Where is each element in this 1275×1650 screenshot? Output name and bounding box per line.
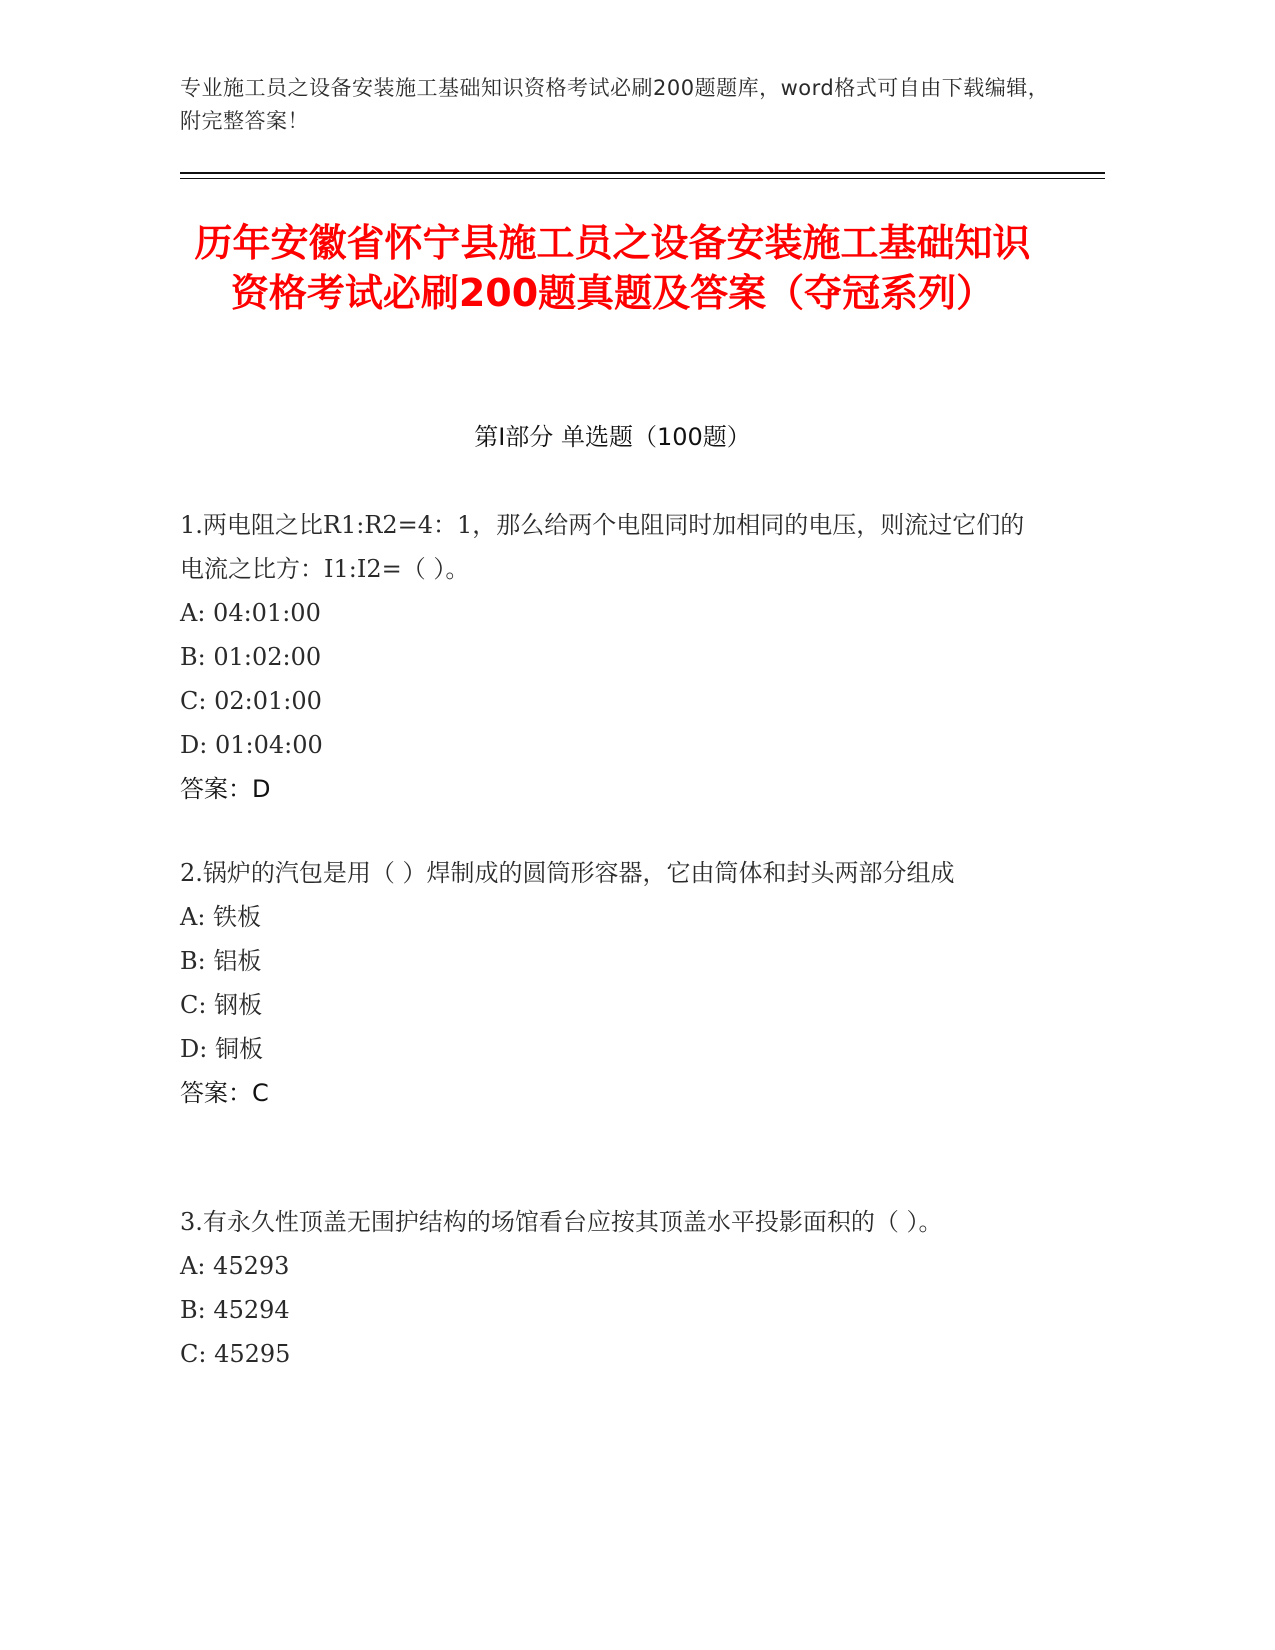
- option-d: D: 01:04:00: [180, 731, 323, 759]
- question-1: [180, 503, 1040, 811]
- option-a: A: 45293: [180, 1252, 290, 1280]
- question-stem: 3.有永久性顶盖无围护结构的场馆看台应按其顶盖水平投影面积的（ ）。: [180, 1208, 943, 1236]
- header-divider-thin: [180, 178, 1105, 179]
- question-stem: 2.锅炉的汽包是用（ ）焊制成的圆筒形容器，它由筒体和封头两部分组成: [180, 859, 955, 887]
- option-c: C: 02:01:00: [180, 687, 322, 715]
- document-title: 历年安徽省怀宁县施工员之设备安装施工基础知识资格考试必刷200题真题及答案（夺冠系列）: [194, 221, 1031, 315]
- option-d: D: 铜板: [180, 1035, 263, 1063]
- answer: 答案：C: [180, 1079, 269, 1107]
- answer: 答案：D: [180, 775, 271, 803]
- header-divider-thick: [180, 172, 1105, 174]
- option-a: A: 铁板: [180, 903, 262, 931]
- header-note: 专业施工员之设备安装施工基础知识资格考试必刷200题题库，word格式可自由下载编辑，附完整答案！: [180, 76, 1050, 133]
- option-c: C: 45295: [180, 1340, 291, 1368]
- option-b: B: 45294: [180, 1296, 290, 1324]
- question-3: [180, 1200, 1040, 1376]
- option-a: A: 04:01:00: [180, 599, 321, 627]
- question-stem: 1.两电阻之比R1:R2=4：1，那么给两个电阻同时加相同的电压，则流过它们的电流之比方：I1:I2=（ ）。: [180, 511, 1025, 583]
- option-b: B: 01:02:00: [180, 643, 322, 671]
- option-b: B: 铝板: [180, 947, 262, 975]
- section-heading: 第Ⅰ部分 单选题（100题）: [474, 423, 751, 451]
- question-2: [180, 851, 1040, 1115]
- option-c: C: 钢板: [180, 991, 263, 1019]
